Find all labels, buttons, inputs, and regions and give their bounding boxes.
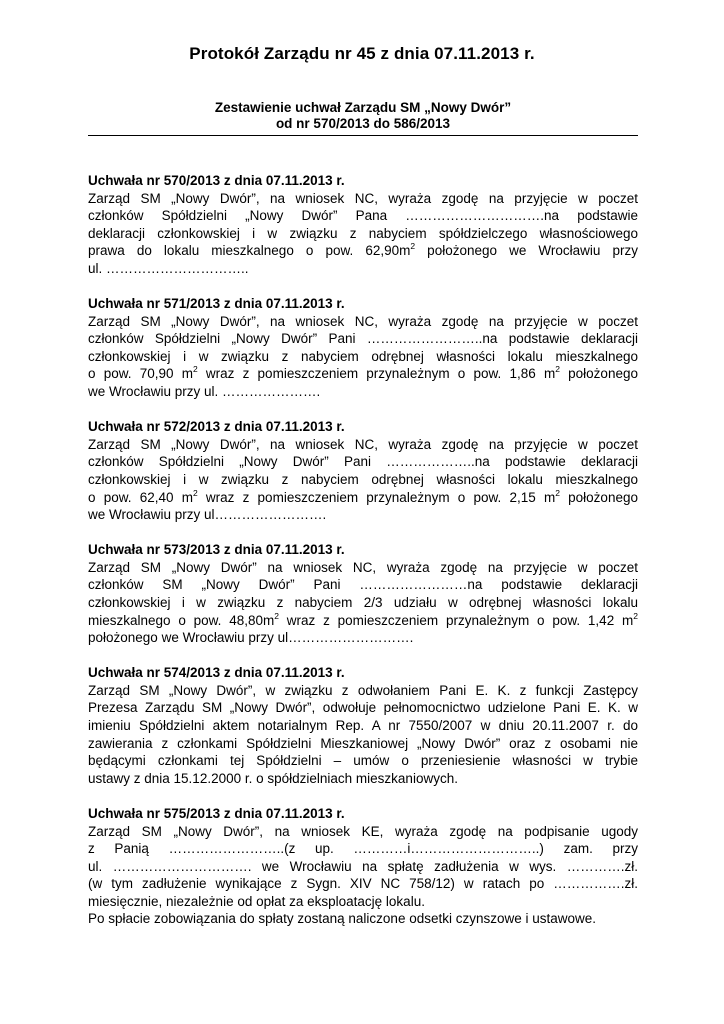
subtitle-line-2: od nr 570/2013 do 586/2013 [275, 116, 451, 131]
line-text: położonego [559, 366, 638, 382]
resolution-line: ul. ………………………….. [88, 260, 249, 276]
resolution-line [88, 242, 638, 260]
superscript: 2 [555, 364, 560, 375]
superscript: 2 [192, 364, 198, 375]
line-text: położonego we Wrocławiu przy [415, 243, 639, 259]
resolution-line: Zarząd SM „Nowy Dwór”, na wniosek NC, wyraża zgodę na przyjęcie w poczet [88, 313, 638, 329]
resolution-572 [88, 418, 638, 524]
resolution-line: położonego we Wrocławiu przy ul………………………. [88, 630, 414, 646]
resolution-heading: Uchwała nr 570/2013 z dnia 07.11.2013 r. [88, 173, 345, 188]
resolution-line: członkowskiej i w związku z nabyciem odrębnej własności lokalu mieszkalnego [88, 348, 638, 364]
line-text: wraz z pomieszczeniem przynależnym o pow. 1,42 m [278, 612, 634, 628]
line-text: o pow. 62,40 m [88, 489, 193, 505]
resolution-heading: Uchwała nr 574/2013 z dnia 07.11.2013 r. [88, 665, 345, 681]
resolution-line: ul. …………………………. we Wrocławiu na spłatę zadłużenia w wys. ………….zł. [88, 858, 638, 874]
resolution-line: zawierania z członkami Spółdzielni Mieszkaniowej „Nowy Dwór” oraz z osobami nie [88, 735, 638, 751]
line-text: wraz z pomieszczeniem przynależnym o pow. 2,15 m [197, 489, 556, 505]
resolution-line: Po spłacie zobowiązania do spłaty zostaną naliczone odsetki czynszowe i ustawowe. [88, 911, 597, 927]
resolution-body [88, 559, 638, 647]
resolution-heading: Uchwała nr 571/2013 z dnia 07.11.2013 r. [88, 296, 345, 312]
superscript: 2 [274, 610, 279, 621]
resolution-line: Zarząd SM „Nowy Dwór”, w związku z odwołaniem Pani E. K. z funkcji Zastępcy [88, 682, 638, 698]
resolution-575 [88, 805, 638, 928]
line-text: wraz z pomieszczeniem przynależnym o pow. 1,86 m [197, 366, 556, 382]
superscript: 2 [410, 241, 416, 252]
resolution-line: członkowskiej i w związku z nabyciem odrębnej własności lokalu mieszkalnego [88, 471, 638, 487]
line-text: mieszkalnego o pow. 48,80m [88, 612, 275, 628]
resolution-line: we Wrocławiu przy ul……………………. [88, 507, 327, 523]
resolution-573 [88, 541, 638, 647]
line-text: położonego [559, 489, 638, 505]
resolutions-list [88, 172, 638, 946]
resolution-body [88, 682, 638, 788]
resolution-heading: Uchwała nr 575/2013 z dnia 07.11.2013 r. [88, 805, 345, 821]
resolution-line: członków Spółdzielni „Nowy Dwór” Pana ………………………….na podstawie [88, 208, 638, 224]
resolution-body [88, 190, 638, 278]
resolution-571 [88, 295, 638, 401]
resolution-line: członkowskiej i w związku z nabyciem 2/3 udziału w odrębnej własności lokalu [88, 594, 638, 610]
superscript: 2 [555, 487, 560, 498]
resolution-heading: Uchwała nr 572/2013 z dnia 07.11.2013 r. [88, 419, 345, 435]
resolution-line: Zarząd SM „Nowy Dwór”, na wniosek NC, wyraża zgodę na przyjęcie w poczet [88, 190, 638, 206]
line-text: prawa do lokalu mieszkalnego o pow. 62,90m [88, 243, 411, 259]
resolution-line: członków Spółdzielni „Nowy Dwór” Pani ………………..na podstawie deklaracji [88, 454, 638, 470]
resolution-line: miesięcznie, niezależnie od opłat za eksploatację lokalu. [88, 893, 425, 909]
resolution-574 [88, 664, 638, 787]
resolution-line: Zarząd SM „Nowy Dwór” na wniosek NC, wyraża zgodę na przyjęcie w poczet [88, 559, 638, 575]
superscript: 2 [633, 610, 638, 621]
resolution-line: (w tym zadłużenie wynikające z Sygn. XIV NC 758/12) w ratach po …………….zł. [88, 876, 638, 892]
resolution-line: we Wrocławiu przy ul. …………………. [88, 384, 321, 400]
resolution-line: członków Spółdzielni „Nowy Dwór” Pani ……………………..na podstawie deklaracji [88, 331, 638, 347]
resolution-line: z Panią ……………………..(z up. …………i………………………..) zam. przy [88, 841, 638, 857]
resolution-line: imieniu Spółdzielni aktem notarialnym Rep. A nr 7550/2007 w dniu 20.11.2007 r. do [88, 718, 638, 734]
resolution-body [88, 436, 638, 524]
title-divider [88, 135, 638, 136]
resolution-line: Zarząd SM „Nowy Dwór”, na wniosek KE, wyraża zgodę na podpisanie ugody [88, 823, 638, 839]
resolution-body [88, 823, 638, 929]
resolution-line: Zarząd SM „Nowy Dwór”, na wniosek NC, wyraża zgodę na przyjęcie w poczet [88, 436, 638, 452]
superscript: 2 [192, 487, 198, 498]
resolution-line: członków SM „Nowy Dwór” Pani ……………………na podstawie deklaracji [88, 577, 638, 593]
resolution-line: będącymi członkami tej Spółdzielni – umów o przeniesienie własności w trybie [88, 753, 638, 769]
resolution-heading: Uchwała nr 573/2013 z dnia 07.11.2013 r. [88, 542, 345, 558]
resolution-570 [88, 172, 638, 278]
resolution-line [88, 612, 638, 630]
resolution-line: ustawy z dnia 15.12.2000 r. o spółdzielniach mieszkaniowych. [88, 770, 458, 786]
resolution-line: deklaracji członkowskiej i w związku z nabyciem spółdzielczego własnościowego [88, 225, 638, 241]
resolution-body [88, 313, 638, 401]
resolution-line [88, 489, 638, 507]
resolution-line [88, 365, 638, 383]
resolution-line: Prezesa Zarządu SM „Nowy Dwór”, odwołuje pełnomocnictwo udzielone Pani E. K. w [88, 700, 638, 716]
subtitle-line-1: Zestawienie uchwał Zarządu SM „Nowy Dwór” [214, 100, 512, 115]
line-text: o pow. 70,90 m [88, 366, 193, 382]
document-title: Protokół Zarządu nr 45 z dnia 07.11.2013 r. [189, 44, 535, 63]
document-subtitle [88, 100, 638, 132]
